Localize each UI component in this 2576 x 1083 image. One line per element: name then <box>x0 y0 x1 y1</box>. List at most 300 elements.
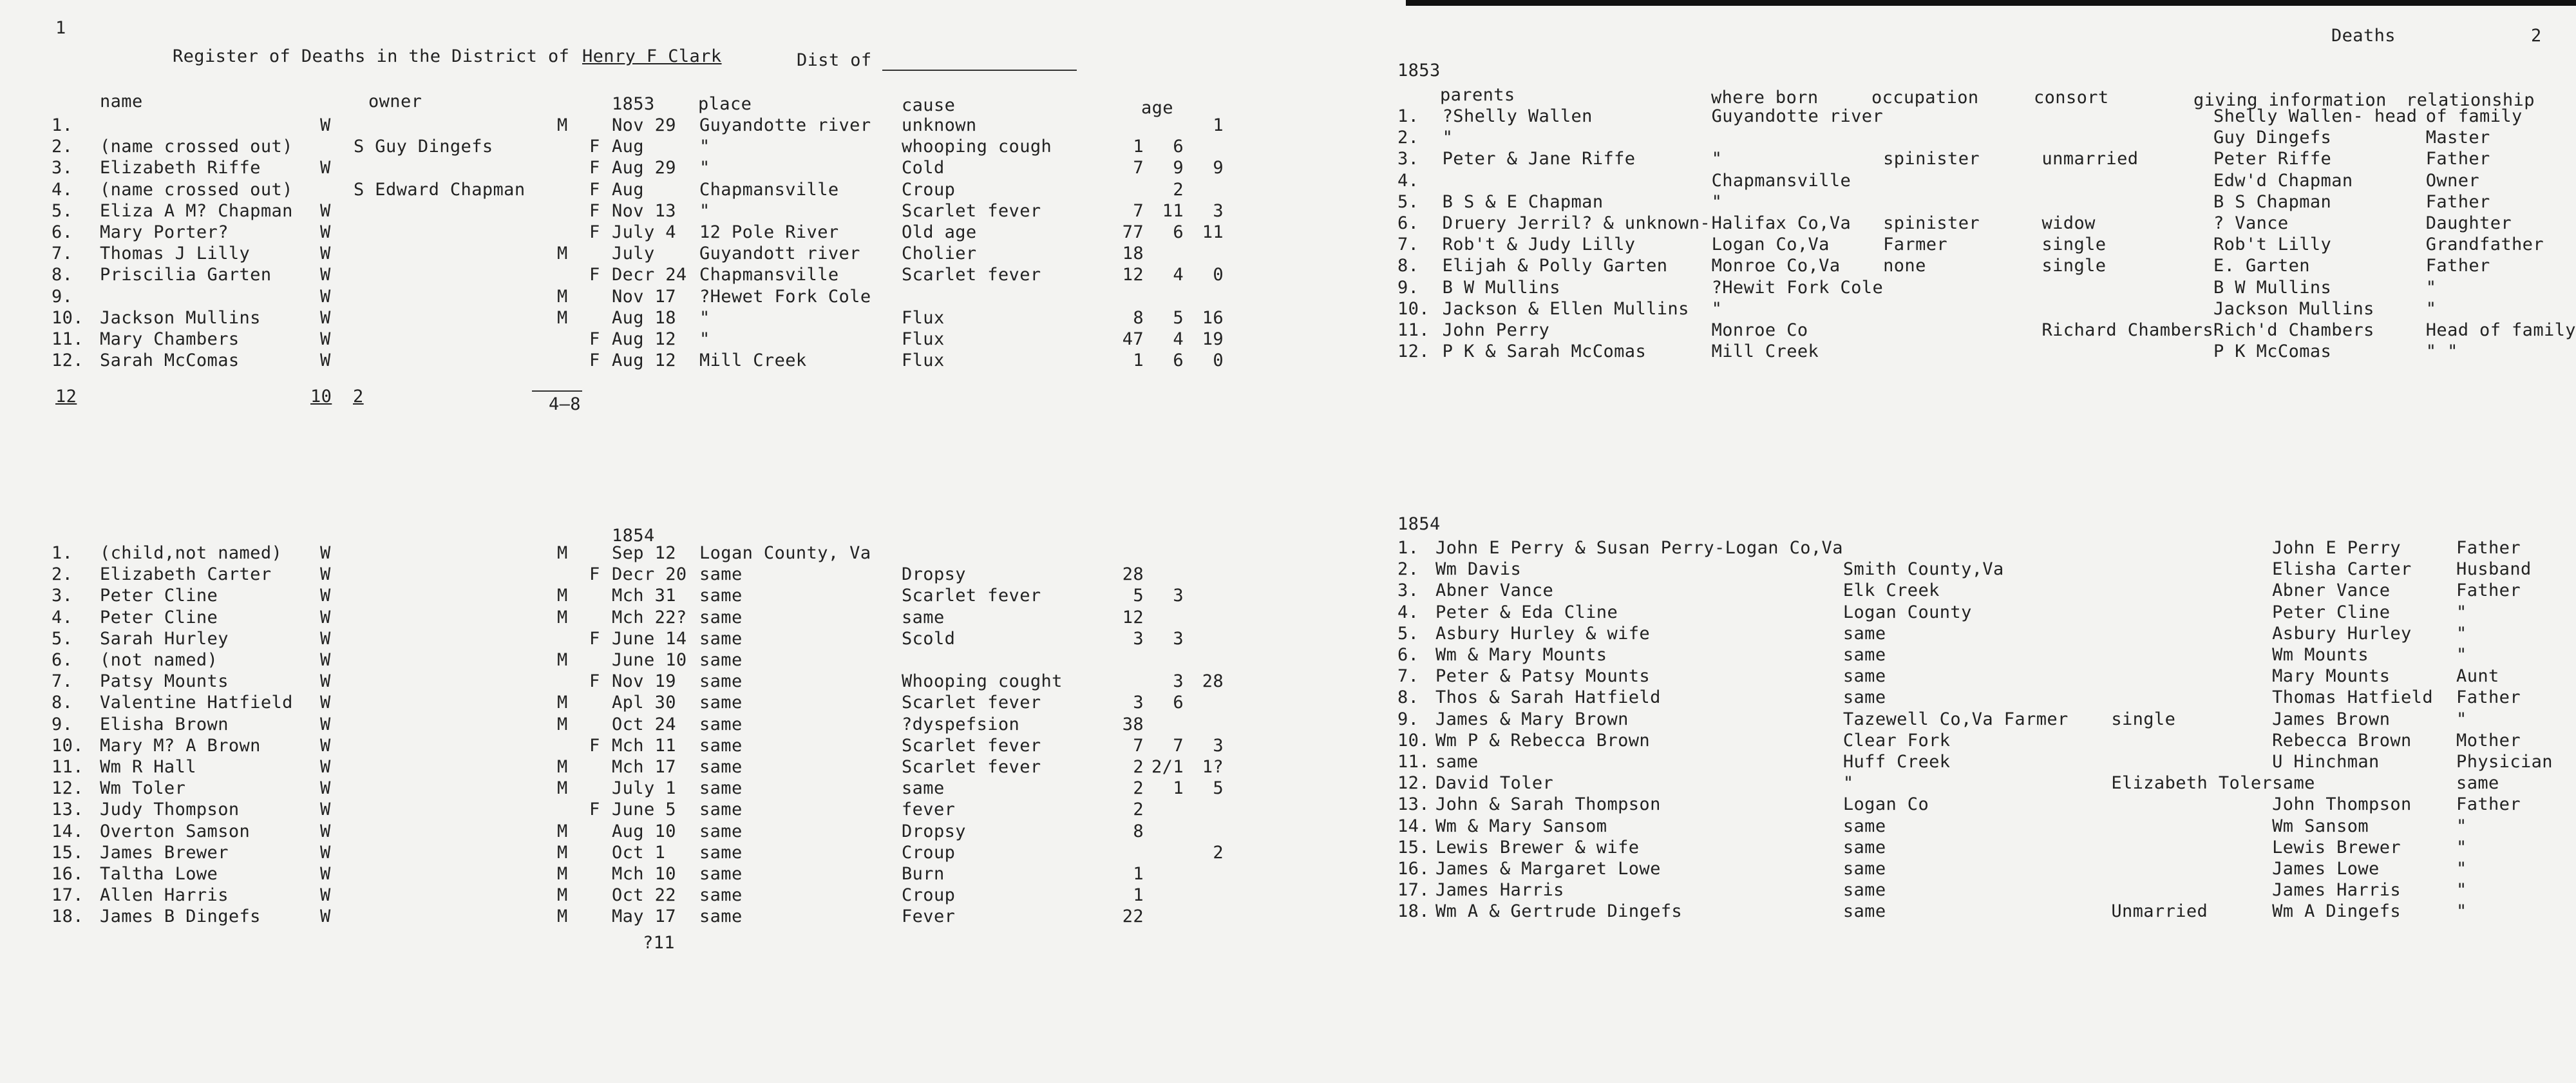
cell-race: W <box>320 885 331 906</box>
cell-a1: 12 <box>1122 607 1144 628</box>
cell-a1 <box>1106 542 1144 564</box>
cell-a2 <box>1144 564 1184 585</box>
header-cause: cause <box>902 95 956 115</box>
cell-n: 2. <box>52 137 73 157</box>
cell-cause: Croup <box>902 179 956 200</box>
cell-occ <box>1883 106 2041 127</box>
cell-giver: James Harris <box>2272 880 2401 901</box>
cell-race: W <box>320 906 331 927</box>
cell-date: Apl 30 <box>612 693 676 713</box>
death-record-row <box>52 863 1224 885</box>
cell-cause <box>902 542 1106 564</box>
cell-giver: B W Mullins <box>2213 277 2332 298</box>
cell-f: F <box>589 137 600 157</box>
cell-m: M <box>557 693 568 713</box>
cell-n: 4. <box>52 179 73 200</box>
cell-giver: Wm A Dingefs <box>2272 901 2401 922</box>
cell-cause: whooping cough <box>902 137 1052 157</box>
cell-giver: Peter Cline <box>2272 602 2391 622</box>
cell-born: Halifax Co,Va <box>1711 213 1852 234</box>
cell-n: 1. <box>52 543 73 563</box>
cell-owner <box>354 329 557 350</box>
cell-a1: 3 <box>1133 628 1144 649</box>
cell-consort: Richard Chambers <box>2041 320 2213 341</box>
cell-owner <box>354 157 557 178</box>
cell-date: June 10 <box>612 650 687 671</box>
cell-cause: fever <box>902 800 956 820</box>
district-name: Henry F Clark <box>582 46 722 66</box>
right-page-number: 2 <box>2531 26 2542 46</box>
cell-a3 <box>1184 136 1224 157</box>
cell-n: 1. <box>52 115 73 135</box>
cell-race: W <box>320 821 331 841</box>
cell-date: Nov 17 <box>612 286 676 307</box>
cell-parents: Wm A & Gertrude Dingefs <box>1435 901 1683 922</box>
death-record-row <box>52 628 1224 649</box>
cell-a3: 3 <box>1213 200 1224 221</box>
cell-consort: Elizabeth Toler <box>2111 773 2273 794</box>
cell-occ <box>1883 341 2041 362</box>
family-record-row <box>1397 794 2576 815</box>
cell-born: Logan Co <box>1842 794 1929 815</box>
family-record-row <box>1397 580 2576 601</box>
cell-a1: 1 <box>1133 137 1144 157</box>
family-record-row <box>1397 772 2576 794</box>
cell-giver: Lewis Brewer <box>2272 837 2401 858</box>
cell-n: 8. <box>52 693 73 713</box>
death-record-row <box>52 200 1224 222</box>
cell-cause: Dropsy <box>902 821 966 841</box>
family-record-row <box>1397 106 2576 127</box>
cell-n: 9. <box>52 714 73 734</box>
cell-date: Decr 20 <box>612 564 687 585</box>
cell-consort: unmarried <box>2041 149 2139 169</box>
cell-consort <box>2111 858 2272 879</box>
cell-place: Guyandott river <box>699 244 860 264</box>
cell-consort: Unmarried <box>2111 901 2208 922</box>
cell-f <box>589 649 612 671</box>
cell-race: W <box>320 115 331 135</box>
cell-name: Mary M? A Brown <box>100 735 261 756</box>
cell-a1 <box>1106 115 1144 136</box>
cell-m: M <box>557 307 568 328</box>
cell-m: M <box>557 586 568 606</box>
cell-n: 3. <box>1397 580 1419 601</box>
total-count: 12 <box>55 387 77 407</box>
cell-name: Sarah Hurley <box>100 628 229 649</box>
cell-a1: 12 <box>1122 265 1144 285</box>
cell-place: Chapmansville <box>699 179 839 200</box>
cell-race: W <box>320 628 331 649</box>
cell-a2: 6 <box>1173 350 1184 371</box>
cell-born: " <box>1711 191 1723 212</box>
cell-place: same <box>699 800 743 820</box>
cell-n: 12. <box>52 778 84 799</box>
cell-owner: S Edward Chapman <box>354 179 526 200</box>
cell-date: Aug <box>612 137 644 157</box>
family-1853-table <box>1397 106 2576 362</box>
cell-giver: Wm Mounts <box>2272 645 2369 666</box>
cell-rel: " <box>2425 298 2437 319</box>
cell-name: (name crossed out) <box>100 179 293 200</box>
cell-race: W <box>320 244 331 264</box>
cell-date: June 14 <box>612 628 687 649</box>
cell-place: same <box>699 757 743 778</box>
death-record-row <box>52 607 1224 628</box>
death-record-row <box>52 157 1224 178</box>
cell-f <box>589 607 612 628</box>
cell-rel: Head of family <box>2425 320 2576 341</box>
cell-consort <box>2042 191 2214 213</box>
cell-cause: Scarlet fever <box>902 735 1041 756</box>
family-record-row <box>1397 148 2576 169</box>
cell-date: Decr 24 <box>612 265 687 285</box>
cell-a3 <box>1184 286 1224 307</box>
cell-occ: none <box>1883 256 1926 276</box>
cell-name: Overton Samson <box>100 821 251 841</box>
family-record-row <box>1397 234 2576 255</box>
cell-a2: 2/1 <box>1151 757 1184 778</box>
death-record-row <box>52 906 1224 927</box>
cell-a2: 9 <box>1173 158 1184 178</box>
cell-occ <box>2004 816 2112 837</box>
cell-a3: 19 <box>1202 329 1224 350</box>
cell-giver: Mary Mounts <box>2272 666 2391 687</box>
cell-a1: 47 <box>1122 329 1144 350</box>
cell-a3: 1 <box>1213 115 1224 135</box>
cell-parents: James Harris <box>1435 880 1564 901</box>
cell-name: Thomas J Lilly <box>100 244 251 264</box>
header-consort: consort <box>2034 88 2109 108</box>
cell-owner <box>354 286 557 307</box>
cell-name: Elisha Brown <box>100 714 229 734</box>
cell-m <box>557 222 589 243</box>
cell-consort <box>2111 730 2272 751</box>
cell-n: 12. <box>52 350 84 371</box>
cell-n: 9. <box>1397 709 1419 729</box>
cell-rel: " <box>2456 816 2467 836</box>
cell-born: " <box>1711 298 1723 319</box>
cell-rel: Mother <box>2456 730 2521 751</box>
cell-name: Taltha Lowe <box>100 864 218 885</box>
cell-a2 <box>1144 885 1184 906</box>
cell-date: Oct 24 <box>612 714 676 734</box>
cell-consort <box>2111 559 2272 580</box>
header-occupation: occupation <box>1871 88 1979 108</box>
cell-giver: Wm Sansom <box>2272 816 2369 836</box>
cell-a3 <box>1184 607 1224 628</box>
cell-consort <box>2042 170 2214 191</box>
cell-giver: Edw'd Chapman <box>2213 170 2353 191</box>
cell-parents: James & Margaret Lowe <box>1435 859 1661 879</box>
family-record-row <box>1397 858 2576 879</box>
cell-a1: 2 <box>1133 778 1144 799</box>
cell-n: 11. <box>1397 752 1430 772</box>
cell-occ <box>2004 559 2112 580</box>
cell-occ <box>1883 170 2041 191</box>
cell-name: Sarah McComas <box>100 350 240 371</box>
cell-consort <box>2042 127 2214 148</box>
cell-place: same <box>699 864 743 885</box>
cell-born: Logan Co,Va <box>1711 235 1830 255</box>
cell-occ <box>1883 127 2041 148</box>
cell-owner <box>354 264 557 285</box>
cell-giver: P K McComas <box>2213 341 2332 362</box>
cell-consort <box>2111 794 2272 815</box>
cell-consort <box>2111 879 2272 901</box>
cell-giver: E. Garten <box>2213 256 2310 276</box>
cell-m <box>557 350 589 371</box>
cell-date: Aug 10 <box>612 821 676 841</box>
cell-place: 12 Pole River <box>699 222 839 243</box>
cell-n: 17. <box>1397 880 1430 901</box>
cell-n: 14. <box>1397 816 1430 836</box>
cell-a3 <box>1184 243 1224 264</box>
cell-place: Logan County, Va <box>699 543 871 563</box>
cell-cause: Croup <box>902 885 956 906</box>
cell-name: Mary Porter? <box>100 222 229 243</box>
cell-born: ?Hewit Fork Cole <box>1711 277 1884 298</box>
cell-place: Guyandotte river <box>699 115 871 135</box>
cell-place: same <box>699 885 743 906</box>
cell-a1 <box>1106 286 1144 307</box>
cell-f: F <box>589 265 600 285</box>
cell-owner <box>354 200 557 222</box>
cell-consort: single <box>2041 235 2107 255</box>
death-record-row <box>52 671 1224 692</box>
death-record-row <box>52 821 1224 842</box>
cell-cause: same <box>902 778 945 799</box>
cell-cause: Fever <box>902 906 956 927</box>
cell-rel: same <box>2456 773 2499 794</box>
cell-owner <box>354 243 557 264</box>
cell-rel: Husband <box>2456 559 2532 580</box>
cell-rel: Father <box>2456 687 2521 708</box>
cell-place: same <box>699 842 743 863</box>
cell-n: 7. <box>1397 235 1419 255</box>
death-record-row <box>52 564 1224 585</box>
cell-rel: " <box>2425 277 2437 298</box>
cell-name: James Brewer <box>100 842 229 863</box>
cell-rel: Father <box>2456 580 2521 601</box>
cell-giver: Peter Riffe <box>2213 149 2332 169</box>
cell-a3 <box>1184 863 1224 885</box>
total-owner: 2 <box>353 387 364 407</box>
cell-place: same <box>699 735 743 756</box>
cell-cause: ?dyspefsion <box>902 714 1020 734</box>
header-name: name <box>100 91 143 111</box>
cell-born: Monroe Co,Va <box>1711 256 1841 276</box>
cell-giver: Asbury Hurley <box>2272 623 2412 644</box>
cell-a1: 28 <box>1122 564 1144 585</box>
cell-born: Monroe Co <box>1711 320 1808 341</box>
header-owner: owner <box>368 91 422 111</box>
family-record-row <box>1397 320 2576 341</box>
cell-occ <box>2004 537 2112 559</box>
cell-n: 10. <box>52 307 84 328</box>
cell-name: Mary Chambers <box>100 329 240 350</box>
cell-giver: Thomas Hatfield <box>2272 687 2433 708</box>
cell-a2: 1 <box>1173 778 1184 799</box>
cell-giver: Jackson Mullins <box>2213 298 2374 319</box>
cell-place: same <box>699 564 743 585</box>
cell-a3 <box>1184 628 1224 649</box>
cell-n: 4. <box>1397 170 1419 191</box>
cell-place: " <box>699 158 710 178</box>
cell-rel: " <box>2456 880 2467 901</box>
cell-date: Aug <box>612 179 644 200</box>
cell-parents: Abner Vance <box>1435 580 1554 601</box>
cell-a3 <box>1184 649 1224 671</box>
cell-name: (not named) <box>100 650 218 671</box>
cell-name <box>100 286 320 307</box>
cell-a1: 77 <box>1122 222 1144 243</box>
cell-date: July <box>612 244 655 264</box>
cell-n: 18. <box>52 906 84 927</box>
header-relationship: relationship <box>2406 90 2535 110</box>
cell-cause: Scarlet fever <box>902 265 1041 285</box>
cell-date: Nov 13 <box>612 200 676 221</box>
family-record-row <box>1397 879 2576 901</box>
cell-name: Elizabeth Carter <box>100 564 272 585</box>
cell-owner <box>354 115 557 136</box>
family-record-row <box>1397 709 2576 730</box>
cell-cause <box>902 649 1106 671</box>
cell-rel: " <box>2456 623 2467 644</box>
cell-n: 9. <box>52 286 73 307</box>
header-parents: parents <box>1440 85 1515 105</box>
cell-cause: same <box>902 607 945 628</box>
cell-giver: B S Chapman <box>2213 191 2332 212</box>
death-record-row <box>52 307 1224 329</box>
cell-a1: 2 <box>1133 757 1144 778</box>
cell-f: F <box>589 800 600 820</box>
cell-m <box>557 329 589 350</box>
cell-n: 9. <box>1397 277 1419 298</box>
cell-occ <box>2004 794 2112 815</box>
cell-a3: 5 <box>1213 778 1224 799</box>
cell-name: Elizabeth Riffe <box>100 158 261 178</box>
cell-parents: Elijah & Polly Garten <box>1442 256 1668 276</box>
cell-a3: 3 <box>1213 735 1224 756</box>
cell-a3 <box>1184 542 1224 564</box>
cell-rel: Father <box>2425 149 2490 169</box>
cell-date: Aug 12 <box>612 329 676 350</box>
cell-occ <box>2004 730 2112 751</box>
death-record-row <box>52 649 1224 671</box>
cell-place: " <box>699 200 710 221</box>
cell-parents: same <box>1435 752 1479 772</box>
death-record-row <box>52 885 1224 906</box>
death-record-row <box>52 756 1224 778</box>
family-record-row <box>1397 213 2576 234</box>
cell-m: M <box>557 885 568 906</box>
death-record-row <box>52 222 1224 243</box>
cell-race: W <box>320 800 331 820</box>
cell-rel: Daughter <box>2425 213 2512 234</box>
family-record-row <box>1397 666 2576 687</box>
cell-a2 <box>1144 649 1184 671</box>
cell-date: Oct 22 <box>612 885 676 906</box>
cell-born <box>1712 127 1884 148</box>
cell-born: same <box>1842 859 1886 879</box>
cell-occ <box>2004 580 2112 601</box>
cell-a2 <box>1144 542 1184 564</box>
deaths-page-title: Deaths <box>2331 26 2396 46</box>
cell-born: same <box>1842 837 1886 858</box>
death-record-row <box>52 692 1224 713</box>
cell-consort <box>2042 277 2214 298</box>
cell-a1: 1 <box>1133 885 1144 906</box>
cell-m: M <box>557 821 568 841</box>
cell-rel: Father <box>2425 191 2490 212</box>
cell-cause <box>902 286 1106 307</box>
cell-cause: Flux <box>902 329 945 350</box>
cell-race: W <box>320 650 331 671</box>
cell-a3: 1? <box>1202 757 1224 778</box>
cell-giver: Shelly Wallen- head <box>2213 106 2418 126</box>
cell-cause: Old age <box>902 222 977 243</box>
cell-m <box>557 136 589 157</box>
cell-race: W <box>320 329 331 350</box>
cell-f <box>589 585 612 606</box>
cell-n: 1. <box>1397 106 1419 126</box>
cell-born: Smith County,Va <box>1842 559 2004 580</box>
cell-consort <box>2042 341 2214 362</box>
cell-f: F <box>589 671 600 692</box>
cell-giver: U Hinchman <box>2272 752 2380 772</box>
cell-n: 3. <box>52 158 73 178</box>
cell-date: Nov 19 <box>612 671 676 692</box>
cell-rel: of family <box>2425 106 2523 126</box>
cell-consort: single <box>2041 256 2107 276</box>
cell-n: 16. <box>52 864 84 885</box>
cell-a3 <box>1184 885 1224 906</box>
cell-born: same <box>1842 623 1886 644</box>
cell-a1: 22 <box>1122 906 1144 927</box>
cell-rel: Grandfather <box>2425 235 2544 255</box>
cell-a3 <box>1184 692 1224 713</box>
family-record-row <box>1397 730 2576 751</box>
cell-race: W <box>320 671 331 692</box>
cell-giver: ? Vance <box>2213 213 2289 234</box>
cell-m <box>557 264 589 285</box>
cell-consort <box>2111 837 2272 858</box>
cell-m: M <box>557 286 568 307</box>
cell-a3: 11 <box>1202 222 1224 243</box>
dist-of-blank-line <box>882 70 1077 71</box>
cell-race: W <box>320 714 331 734</box>
cell-n: 14. <box>52 821 84 841</box>
cell-a3 <box>1184 906 1224 927</box>
cell-rel: Aunt <box>2456 666 2499 687</box>
cell-race: W <box>320 757 331 778</box>
cell-f: F <box>589 735 600 756</box>
family-record-row <box>1397 644 2576 666</box>
cell-f <box>589 821 612 842</box>
cell-n: 11. <box>52 757 84 778</box>
cell-n: 15. <box>52 842 84 863</box>
cell-place: same <box>699 671 743 692</box>
total-sex-rule <box>532 390 582 392</box>
cell-a3: 0 <box>1213 350 1224 371</box>
cell-race <box>320 136 354 157</box>
family-record-row <box>1397 687 2576 708</box>
cell-rel: " <box>2456 859 2467 879</box>
cell-a1: 7 <box>1133 735 1144 756</box>
cell-occ <box>1883 277 2041 298</box>
cell-race: W <box>320 586 331 606</box>
